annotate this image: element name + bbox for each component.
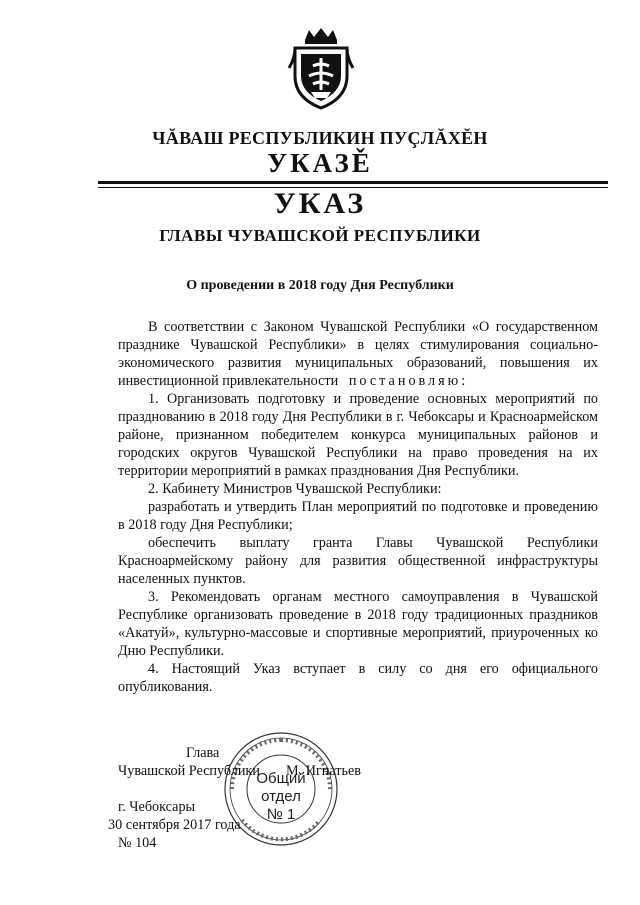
header-decree-title: УКАЗ [273, 187, 367, 220]
decree-subject: О проведении в 2018 году Дня Республики [186, 278, 454, 293]
paragraph-item-1: 1. Организовать подготовку и проведение основных мероприятий по празднованию в 2018 году Дня Республики в г. Чебоксары и Красноармейском районе, признанном победителем конкурса муниципальных районов и городских округов Чувашской Республики на право проведения на их территории мероприятий в рамках празднования Дня Республики. [118, 391, 598, 479]
paragraph-item-4: 4. Настоящий Указ вступает в силу со дня его официального опубликования. [118, 661, 598, 695]
header-rule-thick [98, 181, 608, 184]
signature-title-line2: Чувашской Республики [118, 763, 260, 779]
header-line-chuvash-head: ЧĂВАШ РЕСПУБЛИКИН ПУÇЛĂХĔН [152, 128, 488, 148]
signature-date: 30 сентября 2017 года [108, 817, 241, 833]
signature-number: № 104 [118, 835, 157, 851]
stamp-line-3: № 1 [266, 806, 296, 823]
signature-place: г. Чебоксары [118, 799, 196, 815]
stamp-line-1: Общий [256, 770, 306, 787]
paragraph-item-2: 2. Кабинету Министров Чувашской Республики: [148, 481, 442, 497]
header-line-chuvash-decree: УКАЗĚ [267, 148, 373, 178]
signature-name: М. Игнатьев [286, 763, 361, 779]
decree-word: постановляю: [348, 373, 469, 389]
paragraph-intro [118, 318, 598, 390]
paragraph-item-2a: разработать и утвердить План мероприятий по подготовке и проведению в 2018 году Дня Республики; [118, 499, 598, 533]
intro-text: В соответствии с Законом Чувашской Республики «О государственном празднике Чувашской Республики» в целях стимулирования социально-экономического развития муниципальных образований, повышения их инвестиционной привлекательности [118, 319, 598, 389]
header-head-of-republic: ГЛАВЫ ЧУВАШСКОЙ РЕСПУБЛИКИ [159, 226, 481, 245]
paragraph-item-3: 3. Рекомендовать органам местного самоуправления в Чувашской Республике организовать проведение в 2018 году традиционных праздников «Акатуй», культурно-массовые и спортивные мероприятий, приуроченных ко Дню Республики. [118, 589, 598, 659]
decree-body [118, 318, 598, 696]
stamp-line-2: отдел [261, 788, 301, 805]
coat-of-arms-emblem [287, 28, 355, 112]
signature-title-line1: Глава [186, 745, 220, 761]
paragraph-item-2b: обеспечить выплату гранта Главы Чувашской Республики Красноармейскому району для развития общественной инфраструктуры населенных пунктов. [118, 535, 598, 587]
